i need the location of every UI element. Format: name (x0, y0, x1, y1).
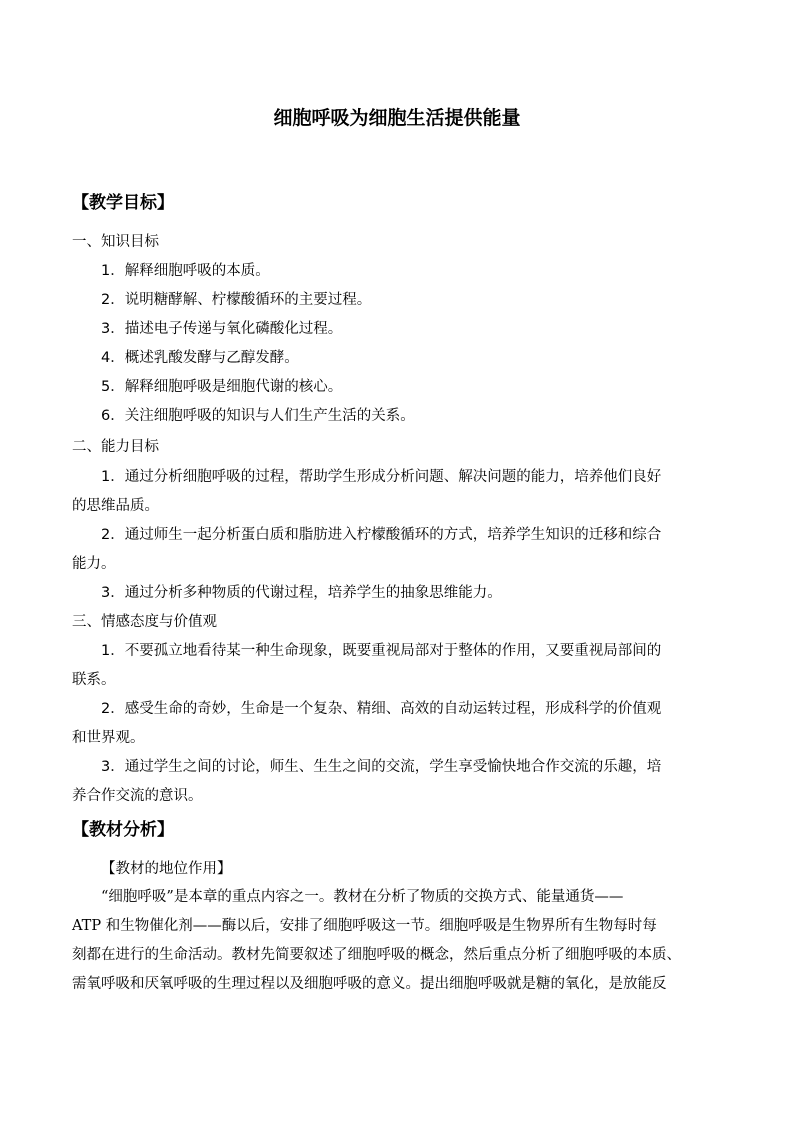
paragraph-line: 需氧呼吸和厌氧呼吸的生理过程以及细胞呼吸的意义。提出细胞呼吸就是糖的氧化，是放能反 (72, 976, 667, 992)
paragraph-line: 的思维品质。 (72, 498, 159, 514)
paragraph-line: 3．通过分析多种物质的代谢过程，培养学生的抽象思维能力。 (101, 585, 502, 601)
list-item: 1．解释细胞呼吸的本质。 (101, 263, 270, 279)
subsection-heading-knowledge: 一、知识目标 (72, 234, 159, 250)
paragraph-line: 3．通过学生之间的讨论，师生、生生之间的交流，学生享受愉快地合作交流的乐趣，培 (101, 759, 662, 775)
paragraph-line: 刻都在进行的生命活动。教材先简要叙述了细胞呼吸的概念，然后重点分析了细胞呼吸的本质、 (72, 947, 681, 963)
section-heading-material-analysis: 【教材分析】 (72, 820, 174, 840)
paragraph-line: 联系。 (72, 672, 116, 688)
list-item: 4．概述乳酸发酵与乙醇发酵。 (101, 350, 299, 366)
paragraph-line: 能力。 (72, 556, 116, 572)
list-item: 6．关注细胞呼吸的知识与人们生产生活的关系。 (101, 408, 415, 424)
subsection-heading-ability: 二、能力目标 (72, 439, 159, 455)
paragraph-line: 和世界观。 (72, 730, 145, 746)
paragraph-line: “细胞呼吸”是本章的重点内容之一。教材在分析了物质的交换方式、能量通货—— (101, 889, 624, 905)
document-title: 细胞呼吸为细胞生活提供能量 (273, 107, 521, 129)
subsection-heading-emotion: 三、情感态度与价值观 (72, 614, 217, 630)
paragraph-line: 养合作交流的意识。 (72, 788, 203, 804)
subsection-heading-material-role: 【教材的地位作用】 (101, 861, 232, 877)
list-item: 5．解释细胞呼吸是细胞代谢的核心。 (101, 379, 343, 395)
paragraph-line: ATP 和生物催化剂——酶以后，安排了细胞呼吸这一节。细胞呼吸是生物界所有生物每时每 (72, 918, 657, 934)
paragraph-line: 1．通过分析细胞呼吸的过程，帮助学生形成分析问题、解决问题的能力，培养他们良好 (101, 469, 662, 485)
section-heading-teaching-goals: 【教学目标】 (72, 193, 174, 213)
list-item: 2．说明糖酵解、柠檬酸循环的主要过程。 (101, 292, 372, 308)
paragraph-line: 1．不要孤立地看待某一种生命现象，既要重视局部对于整体的作用，又要重视局部间的 (101, 643, 662, 659)
paragraph-line: 2．通过师生一起分析蛋白质和脂肪进入柠檬酸循环的方式，培养学生知识的迁移和综合 (101, 527, 662, 543)
list-item: 3．描述电子传递与氧化磷酸化过程。 (101, 321, 343, 337)
paragraph-line: 2．感受生命的奇妙，生命是一个复杂、精细、高效的自动运转过程，形成科学的价值观 (101, 701, 662, 717)
